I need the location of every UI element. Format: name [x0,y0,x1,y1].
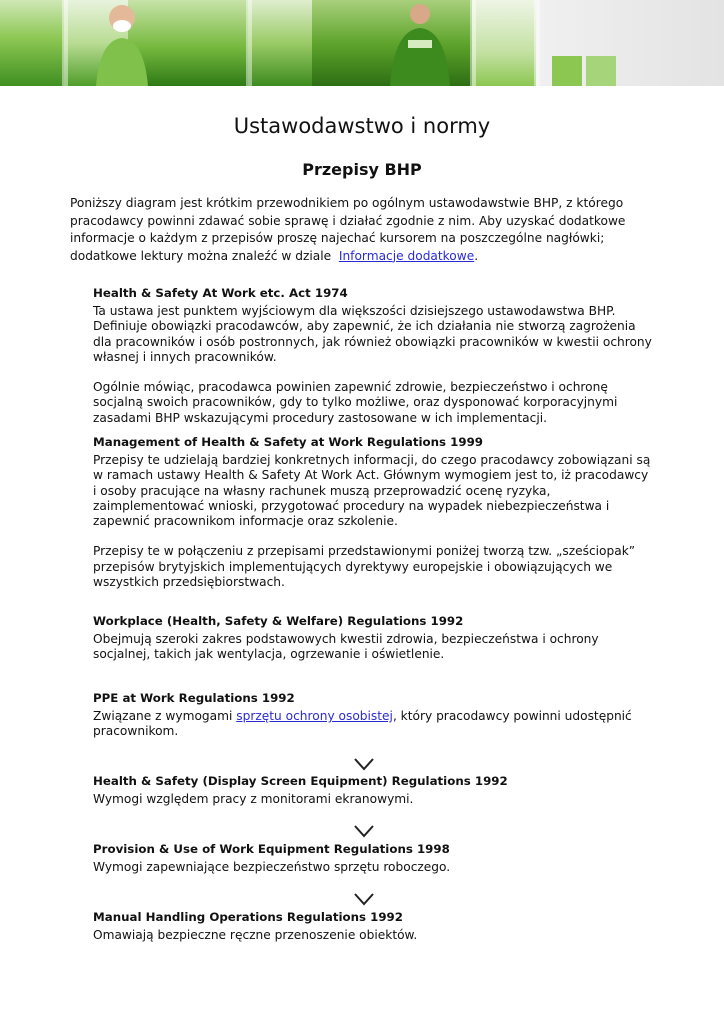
banner-decor-square [586,56,616,86]
banner-divider [246,0,252,86]
banner-divider [534,0,540,86]
chevron-down-icon [354,757,374,771]
paramedic-figure-icon [90,0,150,86]
section-heading[interactable]: PPE at Work Regulations 1992 [93,691,295,705]
section-workplace-1992 [93,613,653,663]
ppe-link[interactable]: sprzętu ochrony osobistej [236,709,393,723]
section-text: Obejmują szeroki zakres podstawowych kwestii zdrowia, bezpieczeństwa i ochrony socjalnej, takich jak wentylacja, ogrzewanie i oświetlenie. [93,632,599,662]
ppe-text-before: Związane z wymogami [93,709,237,723]
section-text [93,709,653,740]
intro-text: Poniższy diagram jest krótkim przewodnikiem po ogólnym ustawodawstwie BHP, z którego pracodawcy powinni zdawać sobie sprawę i działać zgodnie z nim. Aby uzyskać dodatkowe informacje o każdym z przepisów proszę najechać kursorem na poszczególne nagłówki; dodatkowe lektury można znaleźć w dziale [70,196,626,263]
banner-photo-strip [0,0,64,86]
section-heading[interactable]: Management of Health & Safety at Work Regulations 1999 [93,435,483,449]
chevron-down-icon [354,824,374,838]
section-manual-handling-1992 [93,909,653,943]
section-text: Ta ustawa jest punktem wyjściowym dla większości dzisiejszego ustawodawstwa BHP. Definiuje obowiązki pracodawców, aby zapewnić, że ich działania nie stworzą zagrożenia dla pracowników i osób postronnych, jak również obowiązki pracowników w kwestii ochrony własnej i innych pracowników. [93,304,652,364]
section-text: Ogólnie mówiąc, pracodawca powinien zapewnić zdrowie, bezpieczeństwo i ochronę socjalną swoich pracowników, gdy to tylko możliwe, oraz dysponować korporacyjnymi zasadami BHP wskazującymi procedury zastosowane w ich implementacji. [93,380,618,425]
section-heading[interactable]: Workplace (Health, Safety & Welfare) Regulations 1992 [93,614,464,628]
section-text: Wymogi względem pracy z monitorami ekranowymi. [93,792,414,806]
page-subtitle: Przepisy BHP [302,160,422,179]
banner-decor-square [552,56,582,86]
ambulance-crew-icon [380,0,460,86]
section-puwer-1998 [93,841,653,875]
section-management-1999 [93,434,653,590]
intro-end: . [474,248,479,263]
section-ppe-1992 [93,690,653,740]
section-heading[interactable]: Manual Handling Operations Regulations 1992 [93,910,403,924]
section-text: Przepisy te udzielają bardziej konkretnych informacji, do czego pracodawcy zobowiązani są w ramach ustawy Health & Safety At Work Act. Głównym wymogiem jest to, iż pracodawcy i osoby pracujące na własny rachunek muszą przeprowadzić ocenę ryzyka, zaimplementować wnioski, przygotować procedury na wypadek niebezpieczeństwa i zapewnić pracownikom informacje oraz szkolenie. [93,453,651,529]
additional-info-link[interactable]: Informacje dodatkowe [338,248,475,263]
section-hswa-1974 [93,285,653,426]
header-banner [0,0,724,86]
banner-divider [62,0,68,86]
banner-photo-strip [472,0,536,86]
section-heading[interactable]: Health & Safety (Display Screen Equipment) Regulations 1992 [93,774,508,788]
ppe-text-after: , który pracodawcy powinni udostępnić pracownikom. [93,709,632,739]
intro-paragraph [70,195,660,265]
section-text: Przepisy te w połączeniu z przepisami przedstawionymi poniżej tworzą tzw. „sześciopak” przepisów brytyjskich implementujących dyrektywy europejskie i obowiązujących we wszystkich przedsiębiorstwach. [93,544,636,590]
page-title: Ustawodawstwo i normy [233,114,491,138]
section-text: Omawiają bezpieczne ręczne przenoszenie obiektów. [93,928,418,942]
section-text: Wymogi zapewniające bezpieczeństwo sprzętu roboczego. [93,860,451,874]
chevron-down-icon [354,892,374,906]
banner-photo-strip [248,0,312,86]
section-heading[interactable]: Health & Safety At Work etc. Act 1974 [93,286,348,300]
section-heading[interactable]: Provision & Use of Work Equipment Regulations 1998 [93,842,450,856]
banner-divider [470,0,476,86]
section-dse-1992 [93,773,653,807]
